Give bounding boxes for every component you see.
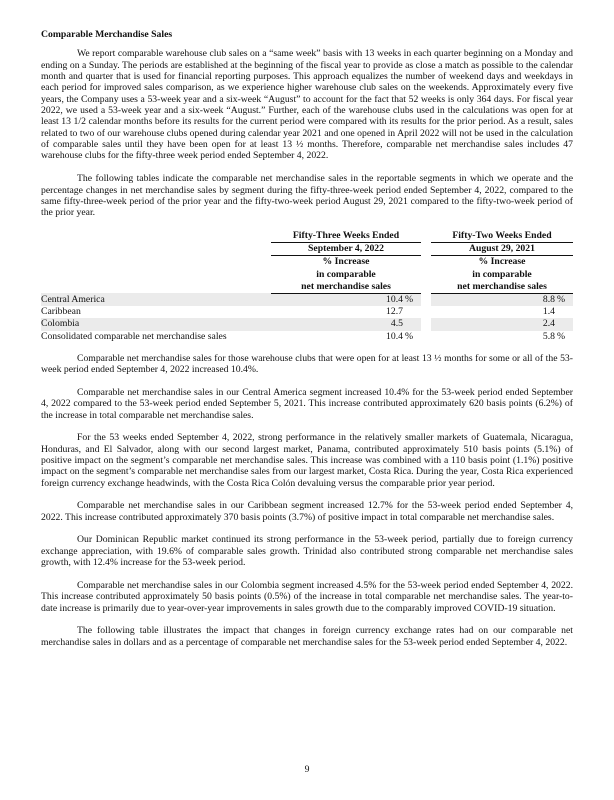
cell-value: 8.8 (542, 293, 555, 305)
document-page (41, 29, 573, 659)
row-label: Caribbean (41, 306, 81, 318)
table-row: Consolidated comparable net merchandise sales 10.4 % 5.8 % (41, 330, 566, 342)
page-number: 9 (304, 764, 310, 775)
col1-header: in comparable (316, 268, 376, 280)
col2-period: Fifty-Two Weeks Ended (431, 230, 573, 243)
table-row (41, 306, 573, 318)
col1-period: Fifty-Three Weeks Ended (271, 230, 421, 243)
col2-date: August 29, 2021 (431, 243, 573, 256)
cell-value: 5.8 (542, 330, 555, 342)
paragraph: Comparable net merchandise sales for those warehouse clubs that were open for at least 13 ½ months for some or all of the 53-week period ended September 4, 2022 increased 10.4%. (41, 352, 573, 376)
col2-header: in comparable (472, 268, 532, 280)
cell-value: 10.4 (386, 330, 403, 342)
row-label: Consolidated comparable net merchandise sales (41, 330, 227, 342)
row-label: Central America (41, 293, 271, 306)
cell-value: 12.7 (386, 306, 403, 318)
table-row: Central America 10.4 % 8.8 % (41, 293, 573, 306)
col2-header: % Increase (478, 256, 526, 268)
paragraph: For the 53 weeks ended September 4, 2022, strong performance in the relatively smaller markets of Guatemala, Nicaragua, Honduras, and El Salvador, along with our second largest market, Panama, contributed approximately 510 basis points (5.1%) of positive impact on the segment’s comparable net merchandise sales. This increase was combined with a 110 basis point (1.1%) positive impact on the segment’s comparable net merchandise sales from our largest market, Costa Rica. During the year, Costa Rica experienced foreign currency exchange headwinds, with the Costa Rica Colón devaluing versus the comparable prior year period. (41, 432, 573, 489)
comparable-sales-table (41, 230, 573, 343)
col2-header: net merchandise sales (431, 281, 573, 294)
row-label: Colombia (41, 318, 271, 330)
col1-date: September 4, 2022 (271, 243, 421, 256)
table-header-row (41, 243, 573, 256)
paragraph: Comparable net merchandise sales in our Central America segment increased 10.4% for the 53-week period ended September 4, 2022 compared to the 53-week period ended September 5, 2021. This increase contributed approximately 620 basis points (6.2%) of the increase in total comparable net merchandise sales. (41, 386, 573, 421)
cell-value: 2.4 (542, 318, 555, 330)
paragraph: Comparable net merchandise sales in our Caribbean segment increased 12.7% for the 53-week period ended September 4, 2022. This increase contributed approximately 370 basis points (3.7%) of positive impact in total comparable net merchandise sales. (41, 500, 573, 523)
paragraph: The following tables indicate the comparable net merchandise sales in the reportable segments in which we operate and the percentage changes in net merchandise sales by segment during the fifty-three-week period ended September 4, 2022, compared to the same fifty-three-week period of the prior year and the fifty-two-week period August 29, 2021 compared to the fifty-two-week period of the prior year. (41, 173, 573, 219)
paragraph: Our Dominican Republic market continued its strong performance in the 53-week period, partially due to foreign currency exchange appreciation, with 19.6% of comparable sales growth. Trinidad also contributed strong comparable net merchandise sales growth, with 12.4% increase for the 53-week period. (41, 534, 573, 569)
col1-header: net merchandise sales (271, 281, 421, 294)
paragraph: Comparable net merchandise sales in our Colombia segment increased 4.5% for the 53-week period ended September 4, 2022. This increase contributed approximately 50 basis points (0.5%) of the increase in total comparable net merchandise sales. The year-to-date increase is primarily due to year-over-year improvements in sales growth due to the comparably improved COVID-19 situation. (41, 579, 573, 614)
col1-header: % Increase (322, 256, 370, 268)
section-title: Comparable Merchandise Sales (41, 29, 173, 40)
paragraph: We report comparable warehouse club sales on a “same week” basis with 13 weeks in each quarter beginning on a Monday and ending on a Sunday. The periods are established at the beginning of the fiscal year to provide as close a match as possible to the calendar month and quarter that is used for financial reporting purposes. This approach equalizes the number of weekend days and weekdays in each period for improved sales comparison, as we experience higher warehouse club sales on the weekends. Approximately every five years, the Company uses a 53-week year and a six-week “August” to account for the fact that 52 weeks is only 364 days. For fiscal year 2022, we used a 53-week year and a six-week “August.” Further, each of the warehouse clubs used in the calculations was open for at least 13 1/2 calendar months before its results for the current period were compared with its results for the prior period. As a result, sales related to two of our warehouse clubs opened during calendar year 2021 and one opened in April 2022 will not be used in the calculation of comparable sales until they have been open for at least 13 ½ months. Therefore, comparable net merchandise sales includes 47 warehouse clubs for the fifty-three week period ended September 4, 2022. (41, 48, 573, 162)
table-row (41, 318, 573, 330)
cell-value: 4.5 (390, 318, 403, 330)
table-header-row (41, 230, 573, 243)
cell-value: 10.4 (386, 293, 403, 305)
paragraph: The following table illustrates the impact that changes in foreign currency exchange rates had on our comparable net merchandise sales in dollars and as a percentage of comparable net merchandise sales for the 53-week period ended September 4, 2022. (41, 625, 573, 648)
cell-value: 1.4 (542, 306, 555, 318)
